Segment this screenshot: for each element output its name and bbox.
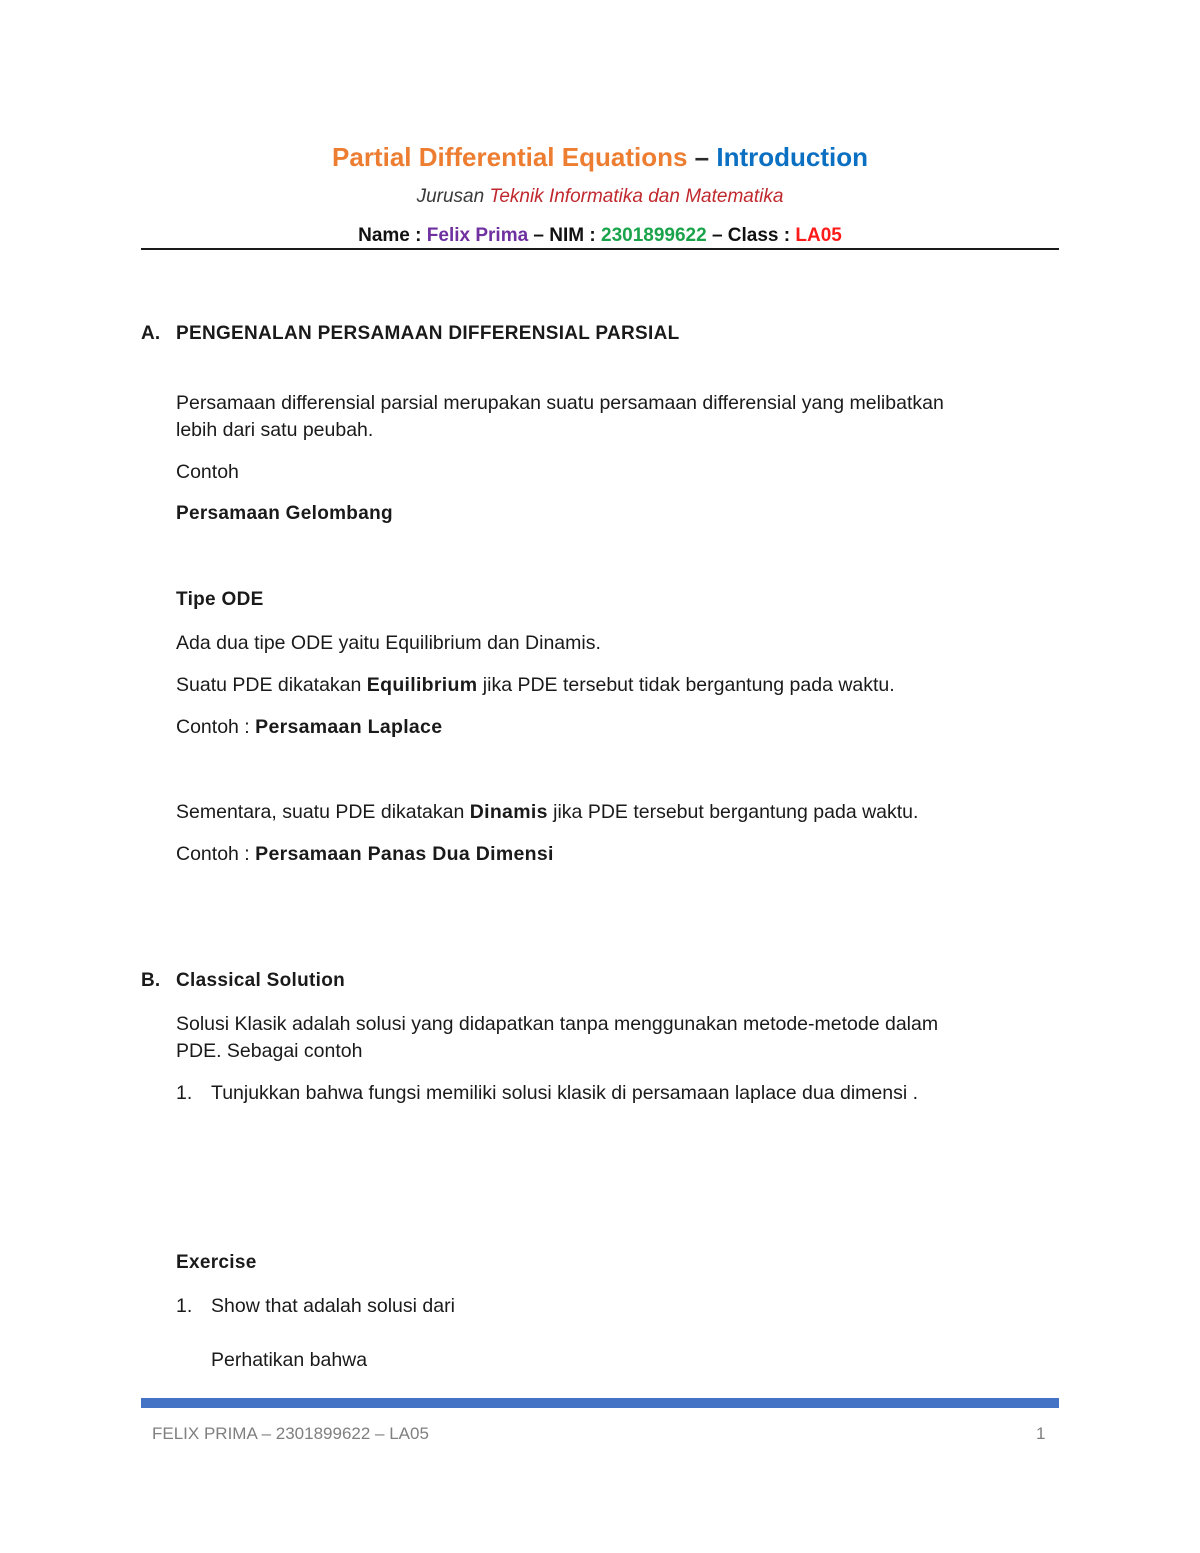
footer-author: FELIX PRIMA – 2301899622 – LA05	[152, 1424, 429, 1443]
class-label: – Class :	[706, 225, 796, 246]
equilibrium-definition	[176, 671, 895, 699]
equilibrium-example	[176, 713, 442, 741]
student-info-line	[0, 222, 1200, 250]
subtitle-department: Teknik Informatika dan Matematika	[489, 186, 784, 207]
section-a-heading: PENGENALAN PERSAMAAN DIFFERENSIAL PARSIAL	[176, 323, 680, 344]
equilibrium-term: Equilibrium	[366, 674, 478, 696]
section-b-para-line1: Solusi Klasik adalah solusi yang didapatkan tanpa menggunakan metode-metode dalam	[176, 1013, 939, 1035]
contoh-label: Contoh	[176, 461, 239, 483]
subtitle-jurusan: Jurusan	[416, 186, 490, 207]
student-name: Felix Prima	[426, 225, 529, 246]
dinamis-example	[176, 840, 554, 868]
footer-bar	[141, 1398, 1059, 1408]
section-a-para-line1: Persamaan differensial parsial merupakan suatu persamaan differensial yang melibatkan	[176, 392, 944, 414]
tipe-ode-text: Ada dua tipe ODE yaitu Equilibrium dan Dinamis.	[176, 632, 601, 654]
title-main: Partial Differential Equations	[332, 142, 688, 172]
exercise-item-number: 1.	[176, 1295, 193, 1317]
dinamis-pre: Sementara, suatu PDE dikatakan	[176, 801, 470, 823]
document-subtitle	[0, 184, 1200, 210]
name-label: Name :	[358, 225, 427, 246]
list-item-number: 1.	[176, 1082, 193, 1104]
equilibrium-pre: Suatu PDE dikatakan	[176, 674, 367, 696]
heat-equation-2d: Persamaan Panas Dua Dimensi	[255, 843, 554, 865]
dinamis-definition	[176, 798, 918, 826]
document-title	[0, 138, 1200, 176]
list-item-text: Tunjukkan bahwa fungsi memiliki solusi klasik di persamaan laplace dua dimensi .	[211, 1082, 919, 1104]
exercise-note: Perhatikan bahwa	[211, 1349, 368, 1371]
section-a-para-line2: lebih dari satu peubah.	[176, 419, 374, 441]
student-nim: 2301899622	[601, 225, 707, 246]
nim-label: – NIM :	[528, 225, 601, 246]
equilibrium-post: jika PDE tersebut tidak bergantung pada waktu.	[477, 674, 895, 696]
title-dash: –	[687, 142, 717, 172]
page-number: 1	[1036, 1424, 1046, 1443]
contoh-colon-label: Contoh :	[176, 843, 256, 865]
contoh-colon-label: Contoh :	[176, 716, 256, 738]
exercise-heading: Exercise	[176, 1252, 257, 1273]
section-a-letter: A.	[141, 323, 161, 344]
title-sub: Introduction	[716, 142, 868, 172]
header-divider	[141, 248, 1059, 250]
dinamis-term: Dinamis	[469, 801, 548, 823]
section-b-letter: B.	[141, 970, 161, 991]
exercise-item-text: Show that adalah solusi dari	[211, 1295, 455, 1317]
section-b-heading: Classical Solution	[176, 970, 346, 991]
example-wave-equation: Persamaan Gelombang	[176, 503, 393, 524]
tipe-ode-heading: Tipe ODE	[176, 589, 264, 610]
laplace-equation: Persamaan Laplace	[255, 716, 443, 738]
student-class: LA05	[795, 225, 842, 246]
dinamis-post: jika PDE tersebut bergantung pada waktu.	[547, 801, 919, 823]
section-b-para-line2: PDE. Sebagai contoh	[176, 1040, 363, 1062]
